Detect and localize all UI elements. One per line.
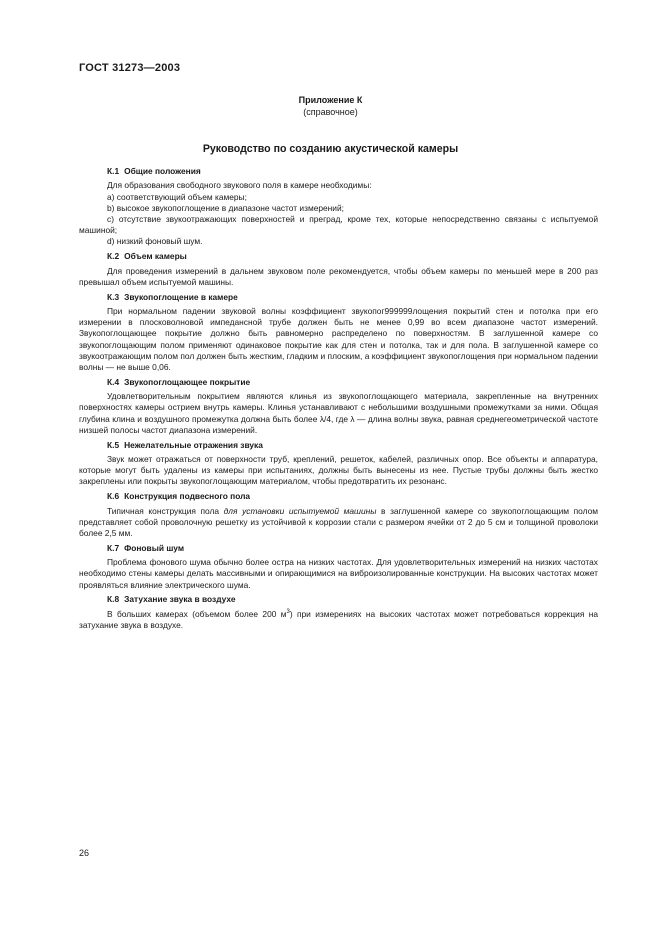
section-title: Фоновый шум — [124, 542, 185, 553]
section-title: Объем камеры — [124, 251, 187, 262]
section-heading-k4 — [79, 377, 598, 388]
section-heading-k6 — [79, 491, 598, 502]
paragraph: Для образования свободного звукового поля в камере необходимы: — [107, 180, 372, 191]
superscript: 3 — [286, 608, 290, 615]
section-title: Звукопоглощающее покрытие — [124, 376, 251, 387]
list-item: c) отсутствие звукоотражающих поверхностей и преград, кроме тех, которые непосредственно связаны с испытуемой машиной; — [79, 214, 598, 236]
page-number: 26 — [79, 848, 90, 858]
list-item: a) соответствующий объем камеры; — [107, 191, 247, 202]
list-item: d) низкий фоновый шум. — [107, 236, 203, 247]
paragraph: Для проведения измерений в дальнем звуковом поле рекомендуется, чтобы объем камеры по меньшей мере в 200 раз превышал объем испытуемой машины. — [79, 265, 598, 287]
section-heading-k2 — [79, 251, 598, 262]
standard-designation: ГОСТ 31273—2003 — [79, 62, 181, 74]
section-title: Общие положения — [124, 166, 201, 176]
section-number: К.8 — [107, 594, 120, 605]
section-heading-k5 — [79, 440, 598, 451]
section-number: К.6 — [107, 491, 120, 502]
document-body — [79, 166, 598, 631]
document-title: Руководство по созданию акустической камеры — [202, 143, 459, 155]
annex-title: Приложение К — [298, 95, 363, 105]
section-title: Звукопоглощение в камере — [124, 291, 238, 302]
section-title: Конструкция подвесного пола — [124, 491, 251, 502]
section-number: К.1 — [107, 166, 120, 176]
paragraph: В больших камерах (объемом более 200 $м^3$) при измерениях на высоких частотах может потребоваться коррекция на затухание звука в воздухе. — [79, 608, 598, 630]
section-number: К.5 — [107, 439, 120, 450]
section-heading-k1 — [79, 166, 598, 177]
section-title: Затухание звука в воздухе — [124, 594, 236, 605]
section-heading-k7 — [79, 543, 598, 554]
section-number: К.7 — [107, 542, 120, 553]
section-heading-k3 — [79, 292, 598, 303]
section-title: Нежелательные отражения звука — [124, 439, 263, 450]
annex-heading — [0, 94, 661, 118]
paragraph: Звук может отражаться от поверхности труб, креплений, решеток, кабелей, различных опор. Все объекты и аппаратура, которые могут быть удалены из камеры при испытаниях, должны быть вынесены из нее. Пустые трубы должны быть жестко закреплены или покрыты звукопоглощающим материалом, чтобы предотвратить их резонанс. — [79, 453, 598, 487]
section-number: К.3 — [107, 291, 120, 302]
paragraph: Удовлетворительным покрытием являются клинья из звукопоглощающего материала, закрепленные на внутренних поверхностях камеры острием внутрь камеры. Клинья устанавливают с небольшими воздушными промежутками за ними. Общая глубина клина и воздушного промежутка должна быть более λ/4, где λ — длина волны звука, равная среднегеометрической частоте низшей полосы частот диапазона измерений. — [79, 391, 598, 435]
list-item: b) высокое звукопоглощение в диапазоне частот измерений; — [107, 202, 344, 213]
paragraph: При нормальном падении звуковой волны коэффициент звукопог999999лощения покрытий стен и потолка при его измерении в плосковолновой импедансной трубе должен быть не менее 0,99 во всем диапазоне частот измерений. Звукопоглощающее покрытие должно быть равномерно распределено по поверхностям. В заглушенной камере со звукопоглощающим полом применяют одинаковое покрытие как для стен и потолка, так и для пола. В заглушенной камере со звукоотражающим полом пол должен быть жестким, гладким и плоским, а коэффициент звукопоглощения при нормальном падении волны — не выше 0,06. — [79, 305, 598, 372]
paragraph: Типичная конструкция пола для установки испытуемой машины в заглушенной камере со звукопоглощающим полом представляет собой проволочную решетку из устойчивой к коррозии стали с размером ячейки от 2 до 5 см и толщиной проволоки более 2,5 мм. — [79, 505, 599, 538]
paragraph: Проблема фонового шума обычно более остра на низких частотах. Для удовлетворительных измерений на низких частотах необходимо стены камеры делать массивными и опирающимися на виброизолированные конструкции. На высоких частотах может проявляться влияние электрического шума. — [79, 557, 598, 590]
annex-note: (справочное) — [303, 107, 358, 117]
italic-phrase: для установки испытуемой машины — [223, 505, 377, 516]
section-heading-k8 — [79, 594, 598, 605]
section-number: К.4 — [107, 376, 120, 387]
section-number: К.2 — [107, 251, 120, 262]
